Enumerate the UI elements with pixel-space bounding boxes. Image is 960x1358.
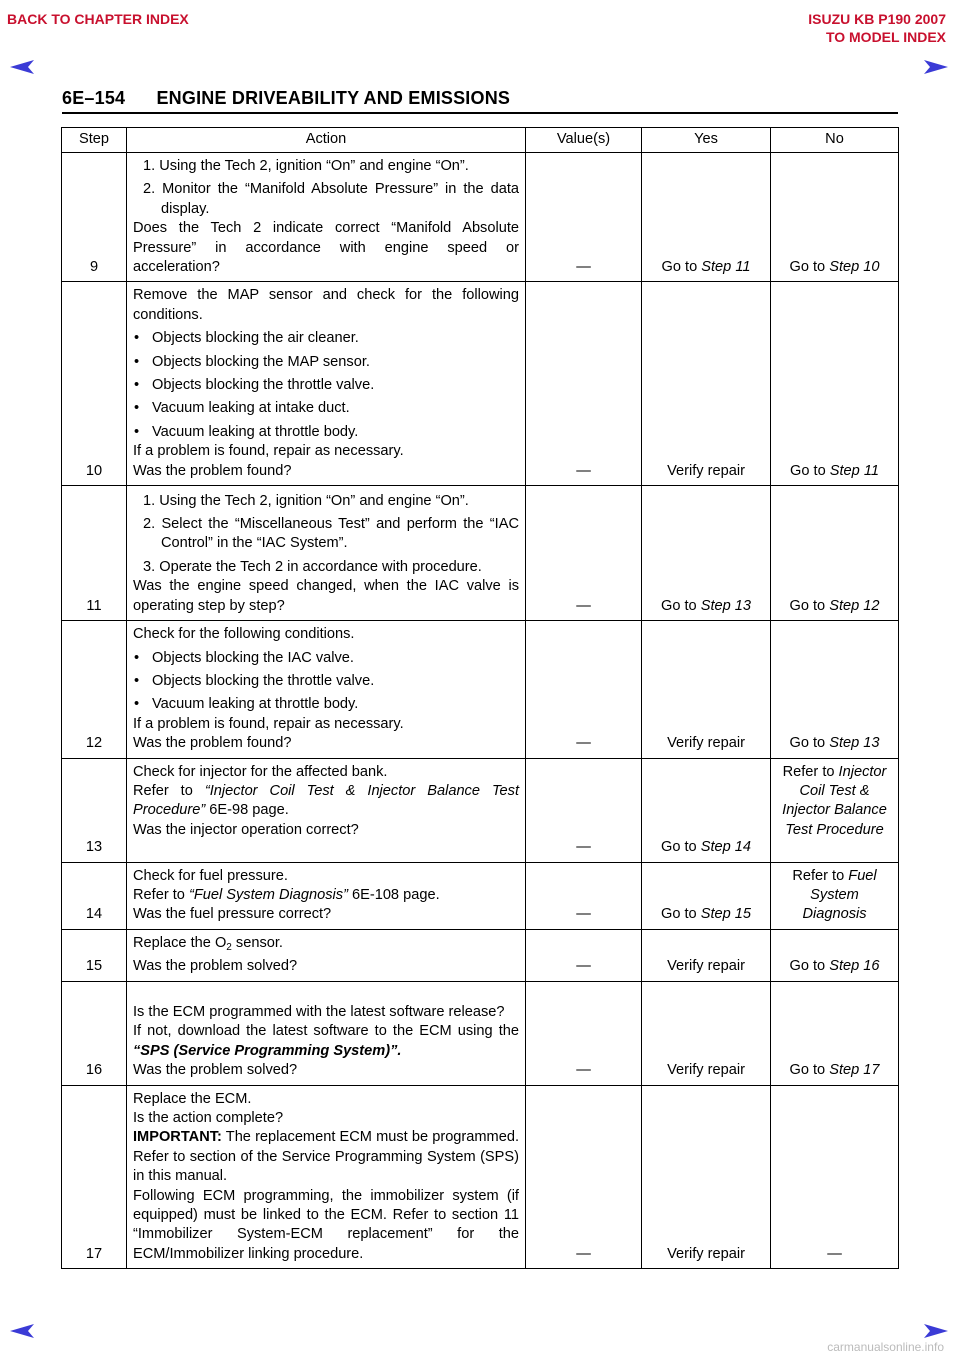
table-row-step-16: [62, 981, 899, 1085]
no-cell: [771, 621, 899, 758]
header-step: Step: [62, 128, 127, 153]
action-cell: [127, 486, 526, 621]
prev-page-arrow-icon[interactable]: [8, 1322, 36, 1340]
no-cell: [771, 981, 899, 1085]
header-no: No: [771, 128, 899, 153]
table-row-step-12: [62, 621, 899, 758]
page-header: [62, 88, 898, 114]
yes-step-link[interactable]: Step 11: [701, 259, 751, 276]
action-text: Remove the MAP sensor and check for the following conditions.: [133, 287, 519, 323]
value-cell: —: [526, 862, 642, 929]
table-row-step-10: [62, 282, 899, 486]
value-cell: —: [526, 153, 642, 282]
yes-text: Go to: [661, 259, 702, 276]
action-text: 1. Using the Tech 2, ignition “On” and engine “On”.: [143, 492, 469, 509]
to-model-index-link[interactable]: TO MODEL INDEX: [825, 29, 946, 45]
yes-text: Go to: [660, 839, 701, 856]
action-text: Check for fuel pressure.: [133, 867, 288, 884]
header-action: Action: [127, 128, 526, 153]
bullet-item: • Objects blocking the MAP sensor.: [134, 353, 370, 370]
step-number: 10: [62, 282, 127, 486]
no-step-link[interactable]: Step 13: [829, 735, 880, 752]
yes-cell: [642, 486, 771, 621]
step-number: 16: [62, 981, 127, 1085]
step-number: 13: [62, 758, 127, 862]
yes-text: Go to: [660, 906, 701, 923]
table-row-step-13: [62, 758, 899, 862]
action-question: Was the engine speed changed, when the IAC valve is operating step by step?: [133, 578, 519, 614]
bullet-item: • Objects blocking the IAC valve.: [134, 649, 354, 666]
no-text: Go to: [789, 259, 830, 276]
action-question: Was the problem found?: [133, 462, 292, 479]
table-row-step-11: [62, 486, 899, 621]
no-text: Go to: [790, 462, 830, 479]
header-values: Value(s): [526, 128, 642, 153]
action-text: If not, download the latest software to the ECM using the “SPS (Service Programming System)”.: [133, 1023, 519, 1059]
no-text: Refer to: [782, 763, 839, 780]
action-cell: [127, 929, 526, 981]
no-cell: [771, 486, 899, 621]
no-cell: [771, 282, 899, 486]
value-cell: —: [526, 486, 642, 621]
no-reference-link[interactable]: Fuel System Diagnosis: [802, 867, 877, 923]
action-text: 1. Using the Tech 2, ignition “On” and engine “On”.: [143, 158, 469, 174]
diagnostic-table: [61, 127, 899, 1269]
prev-page-arrow-icon[interactable]: [8, 58, 36, 76]
no-text: Go to: [789, 1062, 830, 1079]
action-text: Replace the $O_2$ sensor.: [133, 934, 283, 953]
step-number: 17: [62, 1085, 127, 1269]
no-cell: [771, 929, 899, 981]
action-text: Refer to “Fuel System Diagnosis” 6E-108 page.: [133, 886, 440, 903]
yes-cell: Verify repair: [642, 282, 771, 486]
document-title: ISUZU KB P190 2007: [808, 11, 946, 27]
no-text: Go to: [789, 958, 830, 975]
yes-cell: [642, 758, 771, 862]
value-cell: —: [526, 1085, 642, 1269]
important-note: IMPORTANT: The replacement ECM must be programmed. Refer to section of the Service Programming System (SPS) in this manual.: [133, 1129, 519, 1185]
value-cell: —: [526, 981, 642, 1085]
action-text: Refer to “Injector Coil Test & Injector Balance Test Procedure” 6E-98 page.: [133, 782, 519, 819]
next-page-arrow-icon[interactable]: [922, 1322, 950, 1340]
action-text: Check for the following conditions.: [133, 626, 355, 643]
action-cell: [127, 282, 526, 486]
yes-cell: Verify repair: [642, 929, 771, 981]
action-text: 2. Select the “Miscellaneous Test” and perform the “IAC Control” in the “IAC System”.: [143, 516, 519, 552]
action-question: Was the fuel pressure correct?: [133, 906, 332, 923]
value-cell: —: [526, 929, 642, 981]
bullet-item: • Vacuum leaking at intake duct.: [134, 400, 350, 417]
step-number: 12: [62, 621, 127, 758]
yes-cell: Verify repair: [642, 1085, 771, 1269]
bullet-item: • Vacuum leaking at throttle body.: [134, 696, 359, 713]
no-step-link[interactable]: Step 12: [829, 597, 880, 614]
action-question: Was the problem found?: [133, 735, 292, 752]
action-cell: [127, 758, 526, 862]
reference-link[interactable]: “Injector Coil Test & Injector Balance Test Procedure”: [133, 782, 519, 819]
step-number: 11: [62, 486, 127, 621]
header-yes: Yes: [642, 128, 771, 153]
table-row-step-9: [62, 153, 899, 282]
action-text: Is the ECM programmed with the latest software release?: [133, 1003, 505, 1020]
action-cell: [127, 1085, 526, 1269]
table-row-step-15: [62, 929, 899, 981]
no-text: Go to: [789, 597, 830, 614]
model-header-block[interactable]: [808, 10, 946, 46]
action-text: Replace the ECM.: [133, 1090, 252, 1107]
value-cell: —: [526, 621, 642, 758]
action-question: Was the injector operation correct?: [133, 821, 359, 838]
next-page-arrow-icon[interactable]: [922, 58, 950, 76]
no-cell: —: [771, 1085, 899, 1269]
action-cell: [127, 621, 526, 758]
yes-cell: Verify repair: [642, 981, 771, 1085]
watermark: carmanualsonline.info: [827, 1340, 944, 1354]
action-cell: [127, 981, 526, 1085]
action-question: Was the problem solved?: [133, 958, 298, 975]
yes-step-link[interactable]: Step 15: [700, 906, 752, 923]
table-header-row: [62, 128, 899, 153]
bullet-item: • Vacuum leaking at throttle body.: [134, 423, 359, 440]
action-text: 2. Monitor the “Manifold Absolute Pressure” in the data display.: [143, 181, 519, 217]
bullet-item: • Objects blocking the throttle valve.: [134, 377, 375, 394]
no-text: Refer to: [792, 867, 849, 884]
value-cell: —: [526, 282, 642, 486]
action-cell: [127, 862, 526, 929]
yes-step-link[interactable]: Step 14: [700, 839, 752, 856]
table-row-step-17: [62, 1085, 899, 1269]
step-number: 15: [62, 929, 127, 981]
no-reference-link[interactable]: Injector Coil Test & Injector Balance Test Procedure: [782, 763, 887, 838]
action-question: Was the problem solved?: [133, 1062, 298, 1079]
table-row-step-14: [62, 862, 899, 929]
no-step-link[interactable]: Step 11: [829, 462, 879, 479]
yes-step-link[interactable]: Step 13: [700, 597, 752, 614]
sps-reference[interactable]: “SPS (Service Programming System)”.: [133, 1042, 402, 1059]
action-text: Following ECM programming, the immobilizer system (if equipped) must be linked to the ECM. Refer to section 11 “Immobilizer System-ECM replacement” for the ECM/Immobilizer linking procedure.: [133, 1187, 519, 1262]
bullet-item: • Objects blocking the throttle valve.: [134, 672, 375, 689]
step-number: 9: [62, 153, 127, 282]
back-to-chapter-index-link[interactable]: BACK TO CHAPTER INDEX: [7, 11, 189, 27]
action-question: Does the Tech 2 indicate correct “Manifold Absolute Pressure” in accordance with engine speed or acceleration?: [133, 220, 519, 276]
no-step-link[interactable]: Step 17: [829, 1062, 880, 1079]
step-number: 14: [62, 862, 127, 929]
no-cell: [771, 758, 899, 862]
reference-link[interactable]: “Fuel System Diagnosis”: [188, 886, 348, 903]
action-text: If a problem is found, repair as necessary.: [133, 715, 404, 732]
action-text: If a problem is found, repair as necessary.: [133, 443, 404, 460]
yes-cell: Verify repair: [642, 621, 771, 758]
section-title: ENGINE DRIVEABILITY AND EMISSIONS: [156, 88, 511, 108]
no-cell: [771, 153, 899, 282]
value-cell: —: [526, 758, 642, 862]
yes-cell: [642, 862, 771, 929]
no-text: Go to: [789, 735, 830, 752]
yes-text: Go to: [660, 597, 701, 614]
no-step-link[interactable]: Step 16: [829, 958, 880, 975]
no-step-link[interactable]: Step 10: [829, 259, 880, 276]
action-text: 3. Operate the Tech 2 in accordance with procedure.: [143, 558, 482, 575]
no-cell: [771, 862, 899, 929]
page-number: 6E–154: [62, 88, 126, 108]
important-label: IMPORTANT:: [133, 1129, 222, 1146]
yes-cell: [642, 153, 771, 282]
action-question: Is the action complete?: [133, 1109, 284, 1126]
action-text: Check for injector for the affected bank.: [133, 763, 388, 780]
action-cell: [127, 153, 526, 282]
bullet-item: • Objects blocking the air cleaner.: [134, 330, 359, 347]
